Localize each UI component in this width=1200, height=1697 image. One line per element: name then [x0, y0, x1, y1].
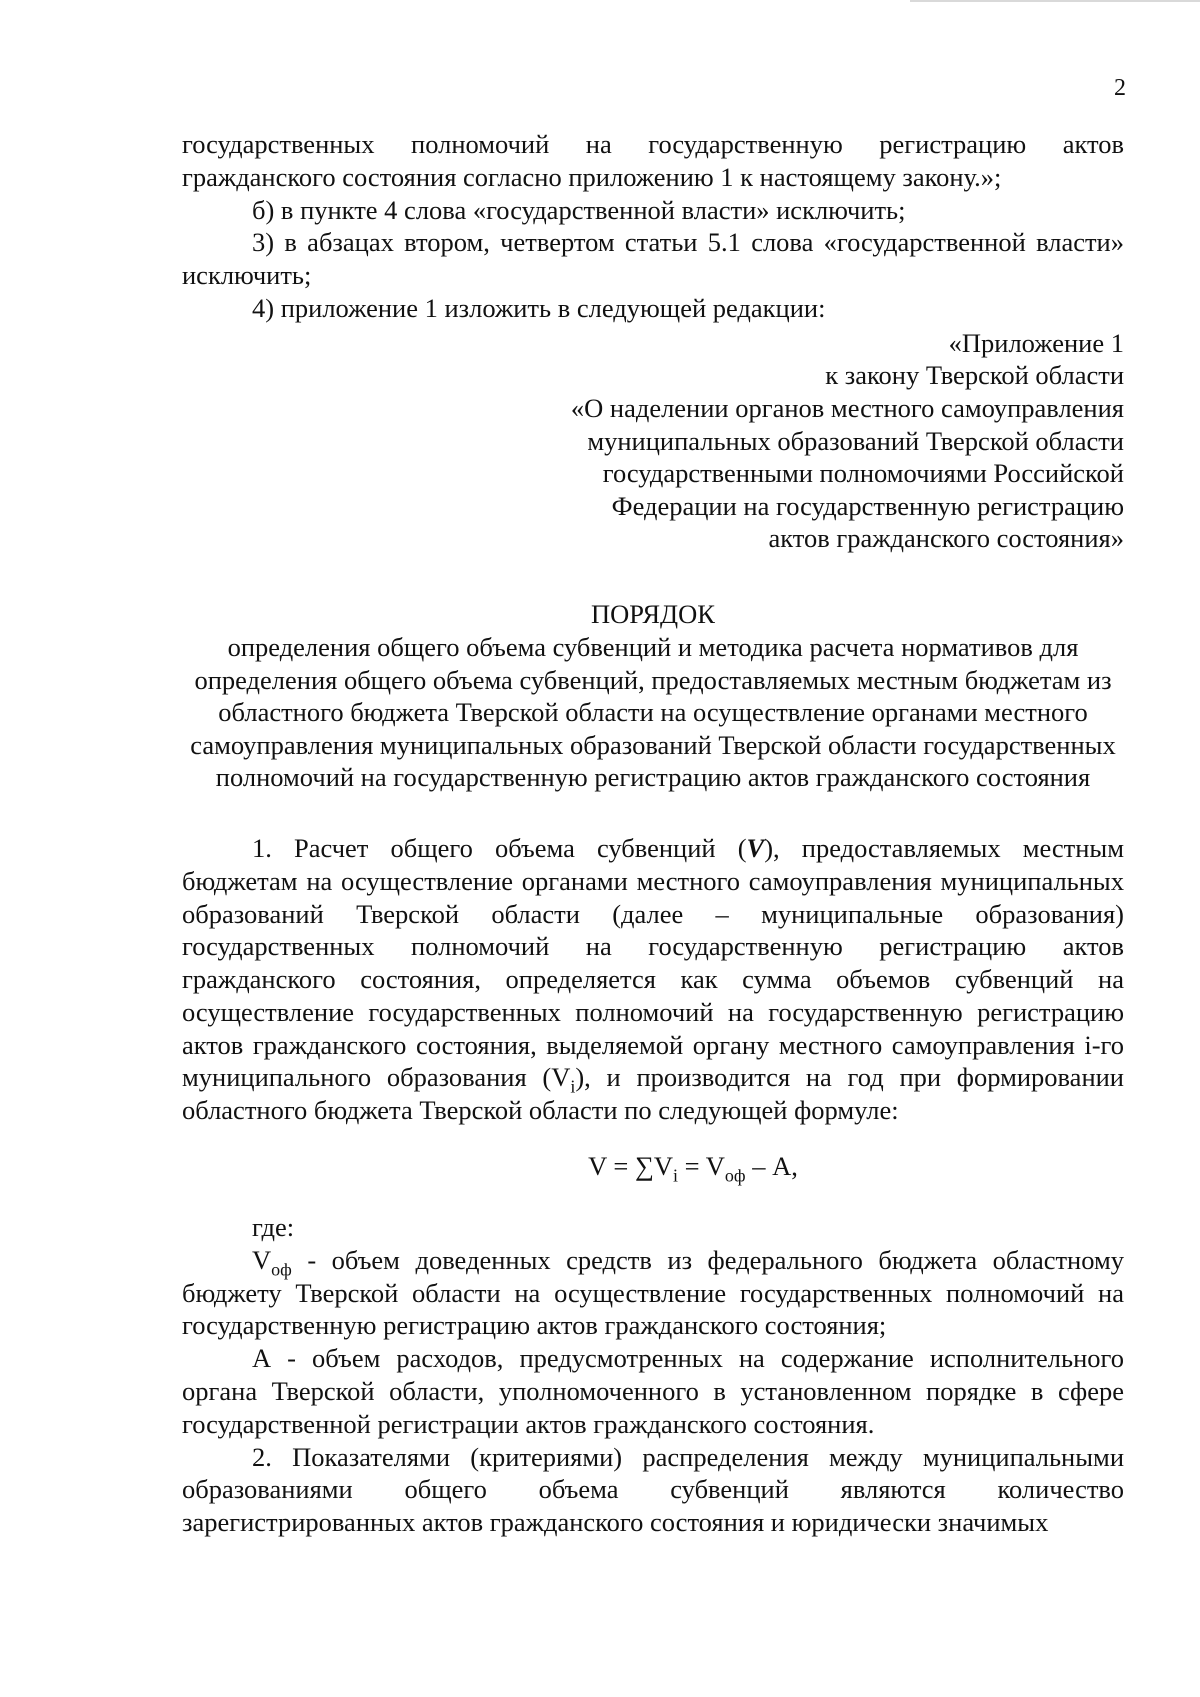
appendix-header [182, 327, 1124, 555]
appendix-line: «О наделении органов местного самоуправления [570, 392, 1124, 423]
formula: $V = \sum V_i = V_{оф} - A$, [588, 1151, 798, 1186]
page-number: 2 [1114, 75, 1126, 101]
paragraph-continuation: государственных полномочий на государственную регистрацию актов гражданского состояния согласно приложению 1 к настоящему закону.»; [182, 129, 1124, 192]
document-body [182, 128, 1124, 1539]
appendix-line: муниципальных образований Тверской области [587, 425, 1124, 456]
definition-a: А - объем расходов, предусмотренных на содержание исполнительного органа Тверской области, уполномоченного в установленном порядке в сфере государственной регистрации актов гражданского состояния. [182, 1343, 1124, 1439]
paragraph-item-b: б) в пункте 4 слова «государственной власти» исключить; [252, 194, 906, 225]
appendix-line: к закону Тверской области [825, 360, 1124, 391]
appendix-line: «Приложение 1 [948, 327, 1124, 358]
appendix-line: государственными полномочиями Российской [602, 458, 1124, 489]
document-subtitle: определения общего объема субвенций и методика расчета нормативов для определения общего объема субвенций, предоставляемых местным бюджетам из областного бюджета Тверской области на осуществление органами местного самоуправления муниципальных образований Тверской области государственных полномочий на государственную регистрацию актов гражданского состояния [190, 631, 1116, 793]
where-label: где: [252, 1212, 295, 1243]
scan-edge-line [910, 0, 1200, 2]
paragraph-item-3: 3) в абзацах втором, четвертом статьи 5.1 слова «государственной власти» исключить; [182, 227, 1124, 291]
document-title: ПОРЯДОК [591, 598, 715, 629]
document-title-block [182, 597, 1124, 794]
section-1-paragraph: 1. Расчет общего объема субвенций (V), предоставляемых местным бюджетам на осуществление органами местного самоуправления муниципальных образований Тверской области (далее – муниципальные образования) государственных полномочий на государственную регистрацию актов гражданского состояния, определяется как сумма объемов субвенций на осуществление государственных полномочий на государственную регистрацию актов гражданского состояния, выделяемой органу местного самоуправления i-го муниципального образования $(V_i)$, и производится на год при формировании областного бюджета Тверской области по следующей формуле: [182, 832, 1124, 1126]
section-2-paragraph: 2. Показателями (критериями) распределения между муниципальными образованиями общего объема субвенций являются количество зарегистрированных актов гражданского состояния и юридически значимых [182, 1441, 1124, 1538]
appendix-line: Федерации на государственную регистрацию [611, 490, 1124, 521]
subscript-i: i [570, 1076, 576, 1097]
definition-vof: $V_{оф}$ - объем доведенных средств из федерального бюджета областному бюджету Тверской области на осуществление государственных полномочий на государственную регистрацию актов гражданского состояния; [182, 1244, 1124, 1341]
variable-v: V [746, 832, 765, 863]
paragraph-item-4: 4) приложение 1 изложить в следующей редакции: [252, 292, 826, 323]
appendix-line: актов гражданского состояния» [768, 523, 1124, 554]
